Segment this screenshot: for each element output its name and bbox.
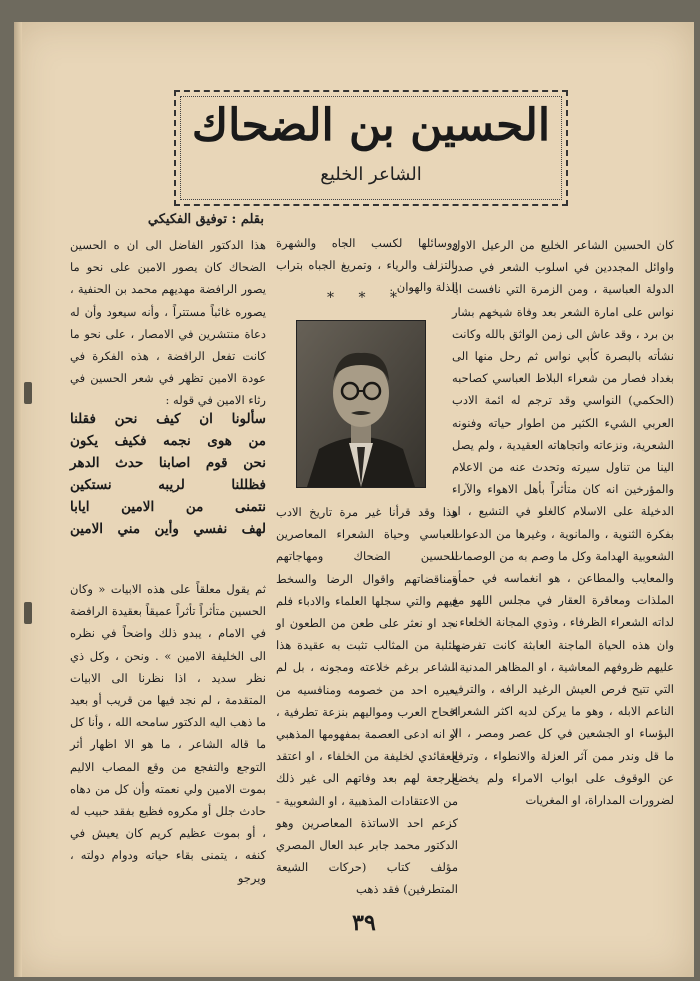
author-portrait-photo	[296, 320, 426, 488]
left-column-bottom-text: ثم يقول معلقاً على هذه الابيات « وكان الحسين متأثراً تأثراً عميقاً بعقيدة الرافضة في الامام ، يبدو ذلك واضحاً في نظره الى الخليفة الامين » . ونحن ، وكل ذي نظر سديد ، اذا نظرنا الى الابيات المتقدمة ، لم نجد فيها من قريب أو بعيد ما ذهب اليه الدكتور سامحه الله ، وأنا كل ما قاله الشاعر ، ما هو الا اظهار أثر التوجع والتفجع من وقع المصاب الاليم بموت الامين ولي نعمته وأن كل من دهاه حادث جلل أو مكروه فظيع بفقد حبيب له ، أو بموت عظيم كريم كان يعيش في كنفه ، يتمنى بقاء حياته ودوام دولته ، ويرجو	[70, 582, 266, 885]
poem-line: سألونا ان كيف نحن فقلنا	[70, 411, 266, 427]
article-subtitle: الشاعر الخليع	[320, 164, 422, 185]
portrait-illustration	[297, 321, 425, 487]
binding-hole	[24, 602, 32, 624]
poem-line: لهف نفسي وأين مني الامين	[70, 521, 266, 537]
poem-block	[70, 408, 266, 540]
poem-line: من هوى نجمه فكيف يكون	[70, 433, 266, 449]
poem-line: نتمنى من الامين ايابا	[70, 499, 266, 515]
article-title: الحسين بن الضحاك	[191, 100, 551, 151]
poem-line: فظللنا لريبه نستكين	[70, 477, 266, 493]
page-spine	[14, 22, 22, 977]
left-column-top-text: هذا الدكتور الفاضل الى ان ه الحسين الضحاك كان يصور الامين على نحو ما يصور الرافضة مهديهم محمد بن الحنفية ، يصوره غائباً مستتراً ، وأنه سيعود وأن له دعاة منتشرين في الامصار ، على نحو ما كانت تفعل الرافضة ، هذه الفكرة في عودة الامين تظهر في شعر الحسين في رثاء الامين في قوله :	[70, 238, 266, 408]
title-frame	[174, 90, 568, 206]
poem-line: نحن قوم اصابنا حدث الدهر	[70, 455, 266, 471]
author-byline: بقلم : توفيق الفكيكي	[147, 212, 264, 227]
section-divider-stars: * * *	[327, 290, 407, 306]
page-number: ٣٩	[352, 910, 376, 936]
right-column-text: كان الحسين الشاعر الخليع من الرعيل الاول واوائل المجددين في اسلوب الشعر في صدر الدولة العباسية ، ومن الزمرة التي نافست ابا نواس على امارة الشعر بعد وفاة شيخهم بشار بن برد ، وقد عاش الى زمن الواثق بالله وكانت نشأته بالبصرة كأبي نواس ثم رحل منها الى بغداد فصار من شعراء البلاط العباسي كصاحبه (الحكمي) النواسي وقد ترجم له ائمة الادب العربي الشيء الكثير من اطوار حياته وفنونه الشعرية، ونزعاته واتجاهاته العقيدية ، ولم يصل الينا من تناول سيرته وتحدث عنه من الاعلام والمؤرخين انه كان متأثراً بأهل الاهواء والآراء الدخيلة على الاسلام كالغلو في التشيع ، او بفكرة الثنوية ، والمانوية ، وغيرها من الدعوات الشعوبية الهدامة وكل ما وصم به من الوصمات والمعايب والمطاعن ، هو انغماسه في حمأة الملذات ومعاقرة العقار في مجلس اللهو مع لداته الشعراء الظرفاء ، وذوي المجانة الخلعاء ، وان هذه الحياة الماجنة العابثة كانت تفرضها عليهم ظروفهم المعاشية ، او المظاهر المدنية ، التي تتيح فرص العيش الرغيد الرافه ، والترف الناعم الابله ، وهو ما يركن لديه اكثر الشعراء البؤساء او الجشعين في كل عصر ومصر ، الا ما قل وندر ممن آثر العزلة والانطواء ، وترفع عن الوقوف على ابواب الامراء ولم يخضع لضرورات المداراة، او المغريات	[452, 238, 674, 808]
middle-column-top-text: ووسائلها لكسب الجاه والشهرة بالتزلف والرياء ، وتمريغ الجباه بتراب الذلة والهوان .	[276, 236, 458, 295]
binding-hole	[24, 382, 32, 404]
document-page	[14, 22, 694, 977]
middle-column-bottom-text: هذا وقد قرأنا غير مرة تاريخ الادب العباسي وحياة الشعراء المعاصرين للحسين الضحاك ومهاجاتهم ومناقضاتهم واقوال الرضا والسخط فيهم والتي سجلها العلماء والادباء فلم نجد او نعثر على طعن من الطعون او مثلبة من المثالب تثبت به عقيدة هذا الشاعر برغم خلاعته ومجونه ، بل لم يعيره احد من خصومه ومنافسيه من اقحاح العرب ومواليهم بنزعة تطرفية ، او انه ادعى العصمة بمفهومها المذهبي العقائدي لخليفة من الخلفاء ، او اعتقد الرجعة لهم بعد وفاتهم الى غير ذلك من الاعتقادات المذهبية ، او الشعوبية - كزعم احد الاساتذة المعاصرين وهو الدكتور محمد جابر عبد العال المصري مؤلف كتاب (حركات الشيعة المتطرفين) فقد ذهب	[276, 505, 458, 897]
